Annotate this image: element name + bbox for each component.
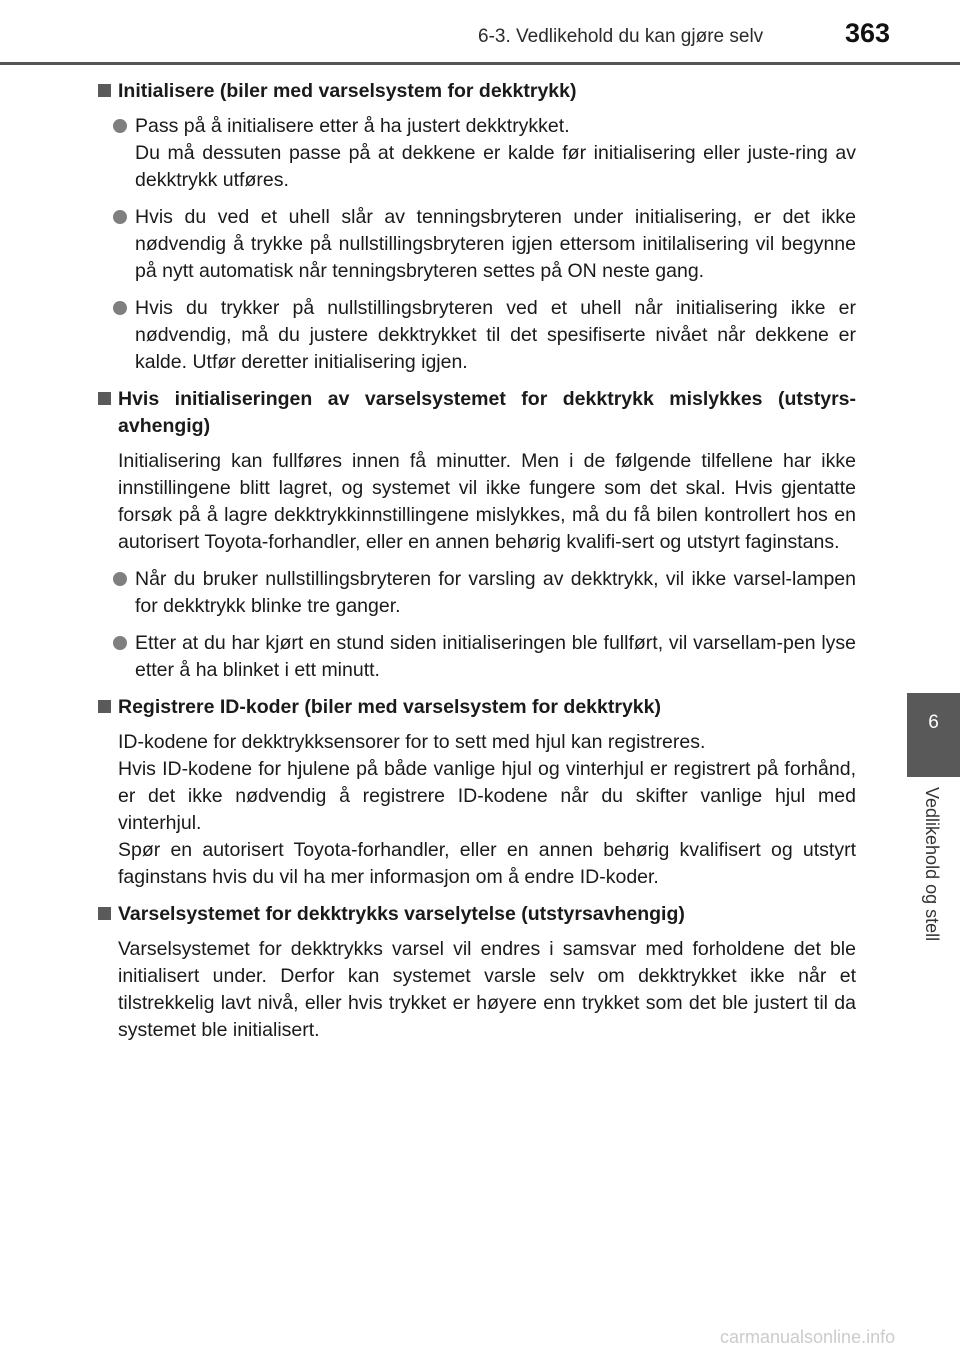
square-bullet-icon [98,700,111,713]
chapter-label: Vedlikehold og stell [922,787,942,942]
paragraph: Initialisering kan fullføres innen få minutter. Men i de følgende tilfellene har ikke innstillingene blitt lagret, og systemet vil ikke fungere som det skal. Hvis gjentatte forsøk på å lagre dekktrykkinnstillingene mislykkes, må du få bilen kontrollert hos en autorisert Toyota-forhandler, eller en annen behørig kvalifi-sert og utstyrt faginstans. [118,450,856,553]
list-item [98,566,856,620]
list-item [98,295,856,376]
heading-text: Hvis initialiseringen av varselsystemet for dekktrykk mislykkes (utstyrs-avhengig) [118,388,856,437]
heading-text: Registrere ID-koder (biler med varselsystem for dekktrykk) [118,696,661,718]
bullet-text: Hvis du trykker på nullstillingsbryteren ved et uhell når initialisering ikke er nødvendig, må du justere dekktrykket til det spesifiserte nivået når dekkene er kalde. Utfør deretter initialisering igjen. [135,297,856,373]
heading-text: Initialisere (biler med varselsystem for dekktrykk) [118,80,577,102]
bullet-text: Når du bruker nullstillingsbryteren for varsling av dekktrykk, vil ikke varsel-lampen for dekktrykk blinke tre ganger. [135,568,856,617]
paragraph-line: Spør en autorisert Toyota-forhandler, eller en annen behørig kvalifisert og utstyrt faginstans hvis du vil ha mer informasjon om å endre ID-koder. [118,839,856,888]
chapter-tab [907,693,960,777]
bullet-text: Etter at du har kjørt en stund siden initialiseringen ble fullført, vil varsellam-pen lyse etter å ha blinket i ett minutt. [135,632,856,681]
paragraph [98,729,856,891]
paragraph: Varselsystemet for dekktrykks varsel vil endres i samsvar med forholdene det ble initialisert under. Derfor kan systemet varsle selv om dekktrykket ikke når et tilstrekkelig lavt nivå, eller hvis trykket er høyere enn trykket som det ble justert til da systemet ble initialisert. [118,938,856,1041]
circle-bullet-icon [113,301,127,315]
bullet-text: Pass på å initialisere etter å ha justert dekktrykket. [135,115,570,137]
bullet-text: Hvis du ved et uhell slår av tenningsbryteren under initialisering, er det ikke nødvendig å trykke på nullstillingsbryteren igjen ettersom initilalisering vil begynne på nytt automatisk når tenningsbryteren settes på ON neste gang. [135,206,856,282]
circle-bullet-icon [113,572,127,586]
watermark: carmanualsonline.info [720,1327,896,1347]
section-heading [98,78,856,105]
circle-bullet-icon [113,210,127,224]
square-bullet-icon [98,84,111,97]
square-bullet-icon [98,392,111,405]
page-number: 363 [845,18,891,48]
section-title: 6-3. Vedlikehold du kan gjøre selv [478,26,764,47]
list-item [98,630,856,684]
bullet-text: Du må dessuten passe på at dekkene er kalde før initialisering eller juste-ring av dekktrykk utføres. [135,142,856,191]
section-heading [98,386,856,440]
header-rule [0,62,960,65]
paragraph-line: ID-kodene for dekktrykksensorer for to sett med hjul kan registreres. [118,731,706,753]
circle-bullet-icon [113,119,127,133]
page-content [98,78,856,1054]
section-heading [98,694,856,721]
square-bullet-icon [98,907,111,920]
list-item [98,113,856,194]
chapter-number: 6 [928,712,939,733]
section-heading [98,901,856,928]
list-item [98,204,856,285]
heading-text: Varselsystemet for dekktrykks varselytelse (utstyrsavhengig) [118,903,685,925]
circle-bullet-icon [113,636,127,650]
paragraph-line: Hvis ID-kodene for hjulene på både vanlige hjul og vinterhjul er registrert på forhånd, er det ikke nødvendig å registrere ID-kodene når du skifter vanlige hjul med vinterhjul. [118,758,856,834]
